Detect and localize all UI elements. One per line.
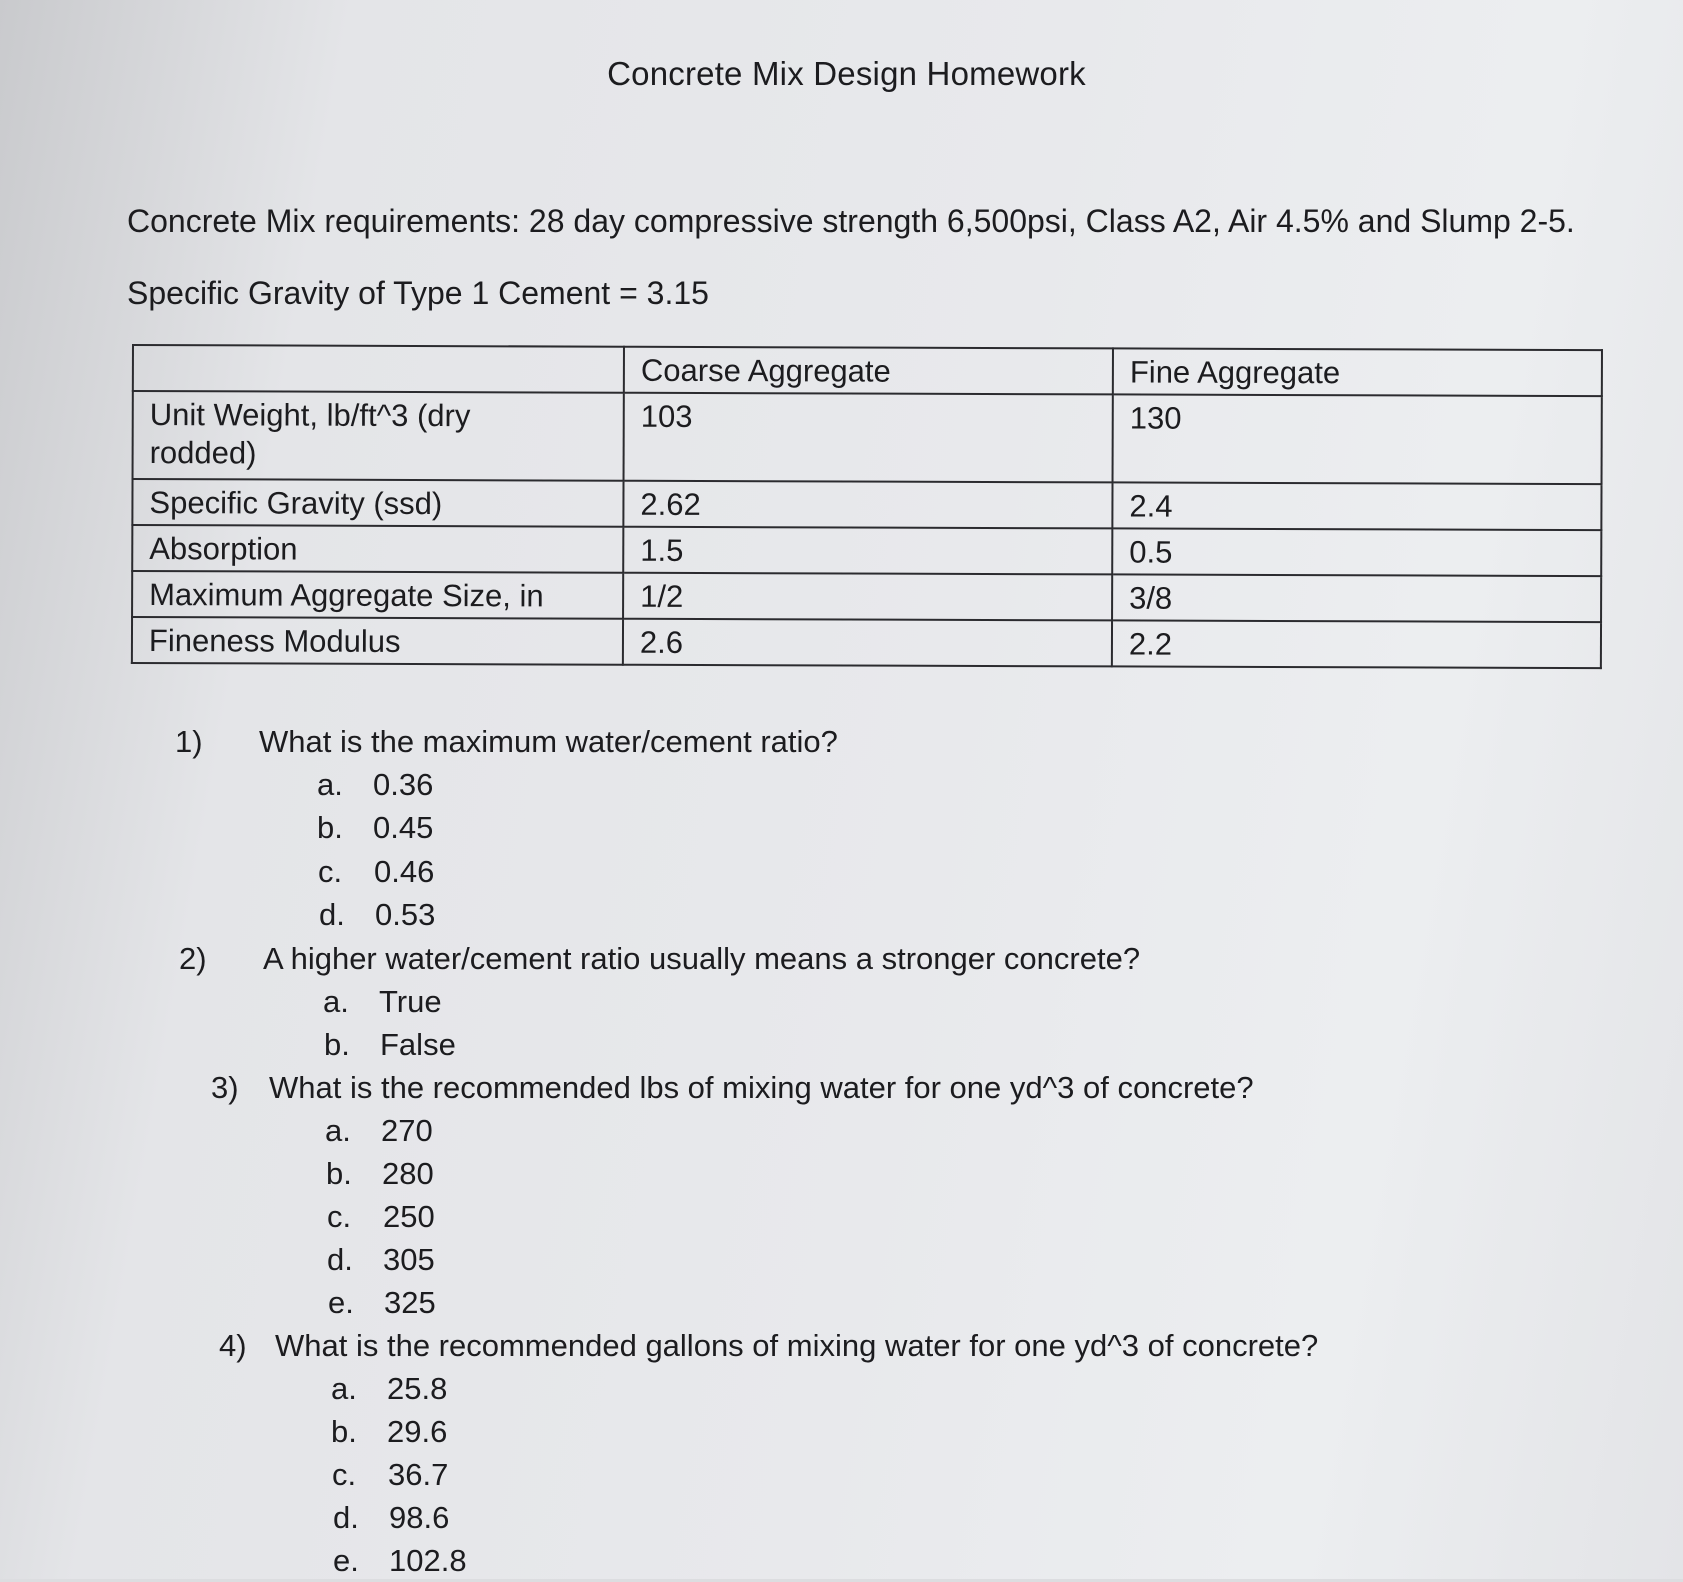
page-title: Concrete Mix Design Homework bbox=[607, 55, 1086, 92]
option-text: 98.6 bbox=[389, 1499, 450, 1535]
option-text: 0.46 bbox=[374, 853, 435, 889]
table-row bbox=[132, 617, 1601, 668]
row-label: Specific Gravity (ssd) bbox=[132, 479, 623, 527]
question-3 bbox=[175, 1066, 1318, 1324]
table-header-row bbox=[133, 345, 1602, 396]
question-number: 3) bbox=[211, 1069, 239, 1105]
option-letter: b. bbox=[324, 1026, 350, 1062]
option-letter: d. bbox=[319, 897, 345, 933]
table-row bbox=[132, 525, 1601, 576]
answer-option bbox=[211, 1109, 1318, 1152]
question-2 bbox=[175, 937, 1318, 1066]
aggregate-properties-table bbox=[131, 344, 1603, 669]
fine-value: 130 bbox=[1113, 394, 1602, 484]
question-list bbox=[175, 720, 1318, 1582]
answer-option bbox=[211, 1281, 1318, 1324]
option-text: 0.36 bbox=[373, 766, 434, 802]
table-row bbox=[133, 391, 1602, 484]
question-text: What is the recommended lbs of mixing water for one yd^3 of concrete? bbox=[269, 1069, 1254, 1105]
question-heading bbox=[179, 937, 1318, 980]
answer-option bbox=[211, 1195, 1318, 1238]
option-text: 305 bbox=[383, 1241, 435, 1277]
table-header-cell: Coarse Aggregate bbox=[624, 347, 1113, 395]
option-letter: c. bbox=[332, 1456, 357, 1492]
option-letter: b. bbox=[326, 1155, 352, 1191]
option-letter: a. bbox=[325, 1112, 351, 1148]
question-text: A higher water/cement ratio usually means a stronger concrete? bbox=[263, 940, 1141, 976]
answer-option bbox=[179, 1023, 1318, 1066]
coarse-value: 2.62 bbox=[623, 481, 1112, 529]
answer-option bbox=[211, 1238, 1318, 1281]
question-text: What is the recommended gallons of mixing water for one yd^3 of concrete? bbox=[275, 1327, 1319, 1363]
coarse-value: 103 bbox=[624, 393, 1113, 483]
answer-option bbox=[219, 1410, 1318, 1453]
question-number: 4) bbox=[219, 1327, 247, 1363]
question-number: 2) bbox=[179, 940, 207, 976]
answer-option bbox=[219, 1367, 1318, 1410]
answer-option bbox=[219, 1496, 1318, 1539]
answer-option bbox=[219, 1539, 1318, 1582]
option-letter: b. bbox=[331, 1413, 357, 1449]
option-letter: a. bbox=[317, 766, 343, 802]
question-text: What is the maximum water/cement ratio? bbox=[259, 723, 838, 759]
fine-value: 0.5 bbox=[1112, 528, 1601, 576]
answer-option bbox=[219, 1453, 1318, 1496]
row-label: Fineness Modulus bbox=[132, 617, 623, 665]
option-text: 102.8 bbox=[389, 1542, 467, 1578]
row-label: Unit Weight, lb/ft^3 (dry rodded) bbox=[133, 391, 624, 481]
option-letter: e. bbox=[333, 1542, 359, 1578]
option-letter: c. bbox=[327, 1198, 352, 1234]
coarse-value: 2.6 bbox=[623, 619, 1112, 667]
answer-option bbox=[175, 807, 1318, 851]
option-text: False bbox=[380, 1026, 456, 1062]
answer-option bbox=[179, 980, 1318, 1023]
row-label: Maximum Aggregate Size, in bbox=[132, 571, 623, 619]
option-letter: a. bbox=[331, 1370, 357, 1406]
table-header-cell: Fine Aggregate bbox=[1113, 348, 1602, 396]
table-header-cell bbox=[133, 345, 624, 393]
option-letter: d. bbox=[327, 1241, 353, 1277]
table-row bbox=[132, 571, 1601, 622]
option-text: True bbox=[379, 983, 442, 1019]
option-text: 250 bbox=[383, 1198, 435, 1234]
answer-option bbox=[211, 1152, 1318, 1195]
question-heading bbox=[211, 1066, 1318, 1109]
question-number: 1) bbox=[175, 723, 203, 759]
row-label: Absorption bbox=[132, 525, 623, 573]
option-text: 280 bbox=[382, 1155, 434, 1191]
question-1 bbox=[175, 720, 1318, 937]
coarse-value: 1/2 bbox=[623, 573, 1112, 621]
table-row bbox=[132, 479, 1601, 530]
question-heading bbox=[175, 720, 1318, 763]
option-text: 325 bbox=[384, 1284, 436, 1320]
option-text: 36.7 bbox=[388, 1456, 449, 1492]
option-text: 270 bbox=[381, 1112, 433, 1148]
fine-value: 3/8 bbox=[1112, 574, 1601, 622]
option-text: 0.53 bbox=[375, 897, 436, 933]
fine-value: 2.2 bbox=[1112, 620, 1601, 668]
answer-option bbox=[175, 850, 1318, 894]
option-letter: c. bbox=[318, 853, 343, 889]
option-letter: e. bbox=[328, 1284, 354, 1320]
option-letter: b. bbox=[317, 810, 343, 846]
answer-option bbox=[175, 894, 1318, 938]
option-text: 0.45 bbox=[373, 810, 434, 846]
question-4 bbox=[175, 1324, 1318, 1582]
fine-value: 2.4 bbox=[1112, 482, 1601, 530]
coarse-value: 1.5 bbox=[623, 527, 1112, 575]
option-letter: a. bbox=[323, 983, 349, 1019]
answer-option bbox=[175, 763, 1318, 807]
mix-requirements: Concrete Mix requirements: 28 day compressive strength 6,500psi, Class A2, Air 4.5% and Slump 2-5. bbox=[127, 203, 1575, 239]
option-text: 25.8 bbox=[387, 1370, 448, 1406]
question-heading bbox=[219, 1324, 1318, 1367]
cement-specific-gravity: Specific Gravity of Type 1 Cement = 3.15 bbox=[127, 275, 709, 311]
option-letter: d. bbox=[333, 1499, 359, 1535]
option-text: 29.6 bbox=[387, 1413, 448, 1449]
